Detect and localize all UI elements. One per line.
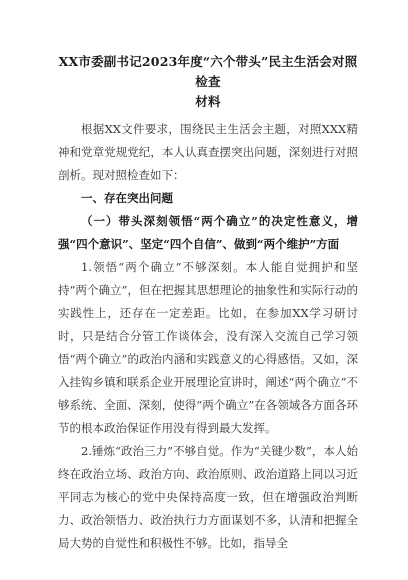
document-title	[58, 52, 358, 112]
subsection-heading: （一）带头深刻领悟“两个确立”的决定性意义，增强“四个意识”、坚定“四个自信”、做到“两个维护”方面	[58, 214, 358, 251]
point-1-paragraph: 1.领悟“两个确立”不够深刻。本人能自觉拥护和坚持“两个确立”，但在把握其思想理论的抽象性和实际行动的实践性上，还存在一定差距。比如，在参加XX学习研讨时，只是结合分管工作谈体会，没有深入交流自己学习领悟“两个确立”的政治内涵和实践意义的心得感悟。又如，深入挂钩乡镇和联系企业开展理论宣讲时，阐述“两个确立”不够系统、全面、深刻，使得“两个确立”在各领域各方面各环节的根本政治保证作用没有得到最大发挥。	[58, 260, 358, 435]
document-title-line2: 材料	[195, 94, 221, 109]
intro-paragraph: 根据XX文件要求，围绕民主生活会主题，对照XXX精神和党章党规党纪，本人认真查摆突出问题，深刻进行对照剖析。现对照检查如下：	[58, 122, 358, 182]
document-title-line1: XX市委副书记2023年度“六个带头”民主生活会对照检查	[58, 54, 358, 89]
section-heading: 一、存在突出问题	[81, 191, 173, 205]
point-2-paragraph: 2.锤炼“政治三力”不够自觉。作为“关键少数”，本人始终在政治立场、政治方向、政治原则、政治道路上同以习近平同志为核心的党中央保持高度一致，但在增强政治判断力、政治领悟力、政治执行力方面谋划不多，认清和把握全局大势的自觉性和积极性不够。比如，指导全	[58, 444, 358, 550]
